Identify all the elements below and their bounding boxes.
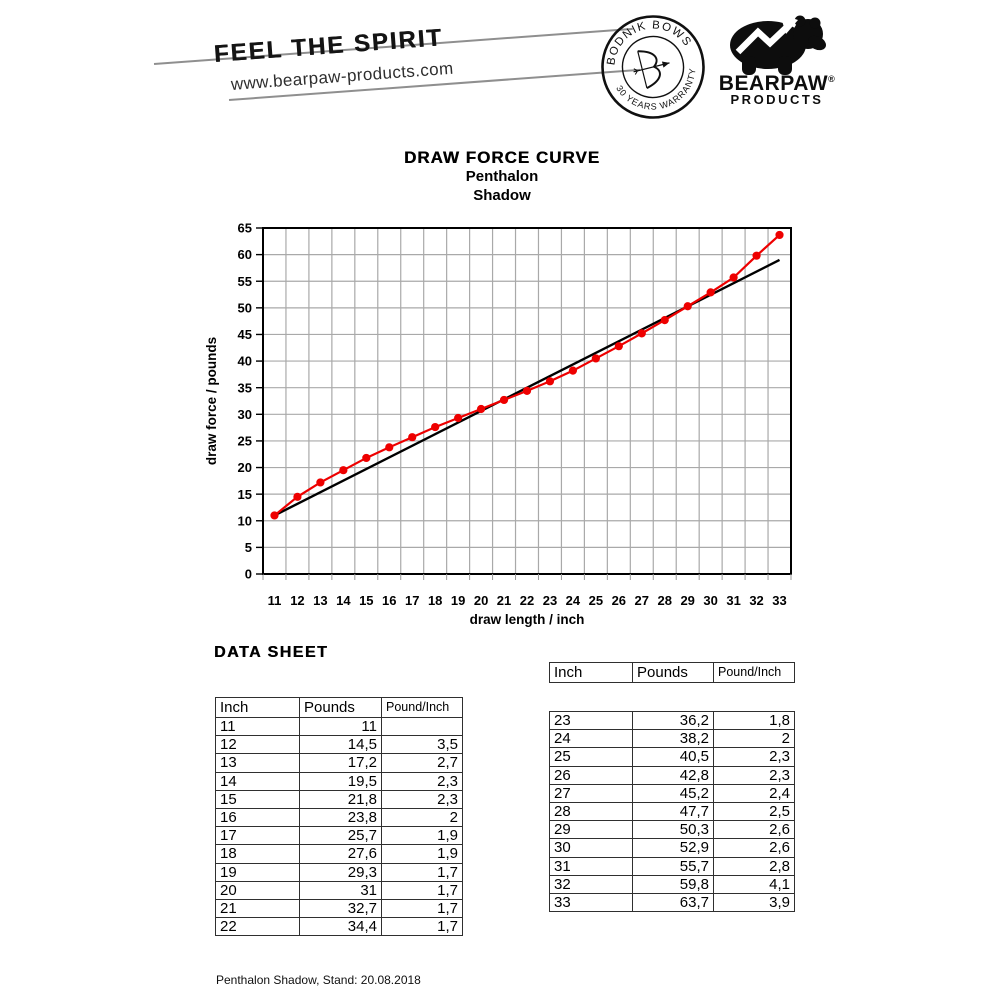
- table-row: [550, 893, 795, 911]
- table-cell: 2: [382, 808, 463, 826]
- table-cell: 25,7: [300, 827, 382, 845]
- table-cell: 2,6: [714, 821, 795, 839]
- table-cell: 16: [216, 808, 300, 826]
- table-cell: 27,6: [300, 845, 382, 863]
- table-cell: 1,7: [382, 899, 463, 917]
- table-row: [216, 881, 463, 899]
- plot-border: [263, 228, 791, 574]
- table-cell: 33: [550, 893, 633, 911]
- table-row: [550, 784, 795, 802]
- y-tick-label: 40: [237, 353, 252, 369]
- x-tick-label: 12: [290, 593, 305, 608]
- data-point-marker: [339, 466, 347, 474]
- x-tick-label: 15: [359, 593, 374, 608]
- data-point-marker: [707, 288, 715, 296]
- x-tick-label: 11: [267, 593, 282, 608]
- y-tick-label: 15: [237, 486, 252, 502]
- y-tick-label: 5: [244, 539, 252, 555]
- table-row: [550, 839, 795, 857]
- table-cell: 3,9: [714, 893, 795, 911]
- table-cell: 23,8: [300, 808, 382, 826]
- y-tick-label: 65: [237, 220, 252, 236]
- table-cell: 29: [550, 821, 633, 839]
- table-cell: 45,2: [633, 784, 714, 802]
- registered-mark: ®: [828, 74, 836, 84]
- y-tick-label: 60: [237, 247, 252, 263]
- y-tick-label: 50: [237, 300, 252, 316]
- x-tick-label: 21: [496, 593, 512, 608]
- chart-subtitle-variant: Shadow: [473, 187, 531, 204]
- x-tick-label: 30: [703, 593, 718, 608]
- table-row: [550, 802, 795, 820]
- table-row: [216, 790, 463, 808]
- table-row: [216, 718, 463, 736]
- table-cell: 21: [216, 899, 300, 917]
- x-tick-label: 19: [450, 593, 466, 608]
- draw-force-chart: [195, 215, 815, 635]
- y-axis-label: draw force / pounds: [204, 336, 219, 466]
- x-tick-label: 32: [749, 593, 764, 608]
- y-tick-label: 30: [237, 406, 252, 422]
- table-cell: 40,5: [633, 748, 714, 766]
- data-point-marker: [752, 252, 760, 260]
- table-cell: 26: [550, 766, 633, 784]
- table-cell: 2,3: [382, 772, 463, 790]
- table-cell: 4,1: [714, 875, 795, 893]
- table-cell: 1,7: [382, 918, 463, 936]
- chart-title: DRAW FORCE CURVE: [403, 148, 601, 167]
- column-header-pounds: Pounds: [300, 698, 382, 718]
- table-cell: 2,3: [382, 790, 463, 808]
- x-tick-label: 20: [473, 593, 489, 608]
- table-cell: 19: [216, 863, 300, 881]
- table-cell: 1,7: [382, 881, 463, 899]
- x-tick-label: 26: [611, 593, 627, 608]
- table-header-row: [216, 698, 463, 718]
- x-tick-label: 25: [588, 593, 604, 608]
- table-cell: 29,3: [300, 863, 382, 881]
- data-point-marker: [730, 273, 738, 281]
- table-cell: 63,7: [633, 893, 714, 911]
- table-row: [216, 754, 463, 772]
- table-cell: 32,7: [300, 899, 382, 917]
- website-url: www.bearpaw-products.com: [230, 58, 455, 94]
- measured-line: [274, 235, 779, 516]
- table-cell: 2: [714, 730, 795, 748]
- table-cell: 17: [216, 827, 300, 845]
- warranty-badge: [597, 11, 709, 123]
- table-cell: 28: [550, 802, 633, 820]
- table-row: [550, 875, 795, 893]
- data-point-marker: [431, 423, 439, 431]
- data-point-marker: [523, 387, 531, 395]
- x-tick-label: 13: [313, 593, 328, 608]
- x-tick-label: 16: [382, 593, 397, 608]
- table-cell: 23: [550, 712, 633, 730]
- data-table-right-header: [549, 662, 795, 683]
- y-tick-label: 55: [237, 273, 252, 289]
- table-cell: 2,5: [714, 802, 795, 820]
- table-cell: 2,4: [714, 784, 795, 802]
- table-row: [550, 730, 795, 748]
- table-cell: 1,9: [382, 845, 463, 863]
- chart-subtitle-model: Penthalon: [465, 168, 539, 185]
- table-row: [550, 857, 795, 875]
- table-cell: 1,7: [382, 863, 463, 881]
- table-cell: 34,4: [300, 918, 382, 936]
- column-header-pounds: Pounds: [633, 663, 714, 683]
- y-tick-label: 45: [237, 327, 252, 343]
- footer-note: Penthalon Shadow, Stand: 20.08.2018: [216, 973, 421, 987]
- data-point-marker: [615, 342, 623, 350]
- table-cell: 3,5: [382, 736, 463, 754]
- chart-series: [270, 231, 783, 520]
- table-cell: 18: [216, 845, 300, 863]
- x-tick-label: 17: [404, 593, 420, 608]
- brand-name-text: BEARPAW: [718, 72, 829, 95]
- table-cell: 55,7: [633, 857, 714, 875]
- table-cell: 38,2: [633, 730, 714, 748]
- y-tick-label: 25: [237, 433, 252, 449]
- data-point-marker: [362, 454, 370, 462]
- chart-plot-border: [263, 228, 791, 574]
- x-tick-label: 24: [565, 593, 581, 608]
- y-tick-label: 0: [244, 566, 252, 582]
- table-cell: 11: [300, 718, 382, 736]
- table-row: [216, 918, 463, 936]
- table-row: [550, 766, 795, 784]
- bow-and-arrow-icon: [629, 44, 674, 90]
- table-cell: 36,2: [633, 712, 714, 730]
- table-cell: 19,5: [300, 772, 382, 790]
- data-point-marker: [500, 396, 508, 404]
- data-point-marker: [684, 302, 692, 310]
- table-cell: 12: [216, 736, 300, 754]
- table-row: [216, 863, 463, 881]
- table-row: [550, 821, 795, 839]
- bearpaw-logo: [716, 12, 838, 76]
- x-axis-label: draw length / inch: [469, 612, 585, 627]
- data-point-marker: [293, 493, 301, 501]
- table-cell: 2,3: [714, 748, 795, 766]
- table-row: [216, 899, 463, 917]
- x-tick-label: 33: [772, 593, 787, 608]
- x-tick-label: 29: [680, 593, 695, 608]
- data-point-marker: [592, 354, 600, 362]
- table-cell: 14,5: [300, 736, 382, 754]
- data-point-marker: [454, 414, 462, 422]
- table-cell: 22: [216, 918, 300, 936]
- data-point-marker: [569, 367, 577, 375]
- y-tick-label: 10: [237, 513, 252, 529]
- table-row: [550, 748, 795, 766]
- y-tick-label: 20: [237, 460, 252, 476]
- table-cell: 2,7: [382, 754, 463, 772]
- data-point-marker: [661, 316, 669, 324]
- badge-top-text: BODNIK BOWS: [605, 19, 694, 66]
- column-header-pound-per-inch: Pound/Inch: [714, 663, 795, 683]
- table-cell: 2,6: [714, 839, 795, 857]
- y-tick-label: 35: [237, 380, 252, 396]
- table-cell: 1,9: [382, 827, 463, 845]
- table-cell: 27: [550, 784, 633, 802]
- data-table-left: [215, 697, 463, 936]
- table-row: [216, 736, 463, 754]
- table-row: [216, 808, 463, 826]
- column-header-inch: Inch: [550, 663, 633, 683]
- table-cell: 13: [216, 754, 300, 772]
- table-cell: 50,3: [633, 821, 714, 839]
- table-cell: 42,8: [633, 766, 714, 784]
- table-cell: 14: [216, 772, 300, 790]
- table-cell: 32: [550, 875, 633, 893]
- table-cell: 2,3: [714, 766, 795, 784]
- table-cell: 31: [300, 881, 382, 899]
- table-row: [550, 712, 795, 730]
- table-row: [216, 845, 463, 863]
- data-point-marker: [546, 377, 554, 385]
- table-header-row: [550, 663, 795, 683]
- table-cell: 52,9: [633, 839, 714, 857]
- data-point-marker: [316, 478, 324, 486]
- column-header-inch: Inch: [216, 698, 300, 718]
- table-cell: 31: [550, 857, 633, 875]
- x-tick-label: 18: [427, 593, 443, 608]
- table-row: [216, 827, 463, 845]
- table-cell: 20: [216, 881, 300, 899]
- table-cell: 15: [216, 790, 300, 808]
- table-cell: 47,7: [633, 802, 714, 820]
- data-point-marker: [775, 231, 783, 239]
- data-point-marker: [408, 433, 416, 441]
- column-header-pound-per-inch: Pound/Inch: [382, 698, 463, 718]
- x-tick-label: 31: [726, 593, 741, 608]
- table-cell: 30: [550, 839, 633, 857]
- x-tick-label: 22: [519, 593, 535, 608]
- brand-subtitle: PRODUCTS: [730, 92, 824, 107]
- table-cell: 11: [216, 718, 300, 736]
- data-sheet-heading: DATA SHEET: [214, 644, 329, 661]
- data-point-marker: [385, 443, 393, 451]
- table-cell: 59,8: [633, 875, 714, 893]
- x-tick-label: 23: [542, 593, 558, 608]
- x-tick-label: 14: [336, 593, 351, 608]
- table-cell: 17,2: [300, 754, 382, 772]
- table-cell: 25: [550, 748, 633, 766]
- data-point-marker: [270, 511, 278, 519]
- table-cell: [382, 718, 463, 736]
- data-point-marker: [477, 405, 485, 413]
- table-row: [216, 772, 463, 790]
- chart-area: [195, 215, 815, 635]
- badge-bottom-text: 30 YEARS WARRANTY: [614, 67, 698, 112]
- x-tick-label: 28: [657, 593, 672, 608]
- table-cell: 1,8: [714, 712, 795, 730]
- table-cell: 21,8: [300, 790, 382, 808]
- data-point-marker: [638, 329, 646, 337]
- data-table-right: [549, 711, 795, 912]
- table-cell: 24: [550, 730, 633, 748]
- chart-gridlines: [263, 228, 791, 574]
- x-tick-label: 27: [634, 593, 650, 608]
- table-cell: 2,8: [714, 857, 795, 875]
- tagline: FEEL THE SPIRIT: [212, 24, 444, 68]
